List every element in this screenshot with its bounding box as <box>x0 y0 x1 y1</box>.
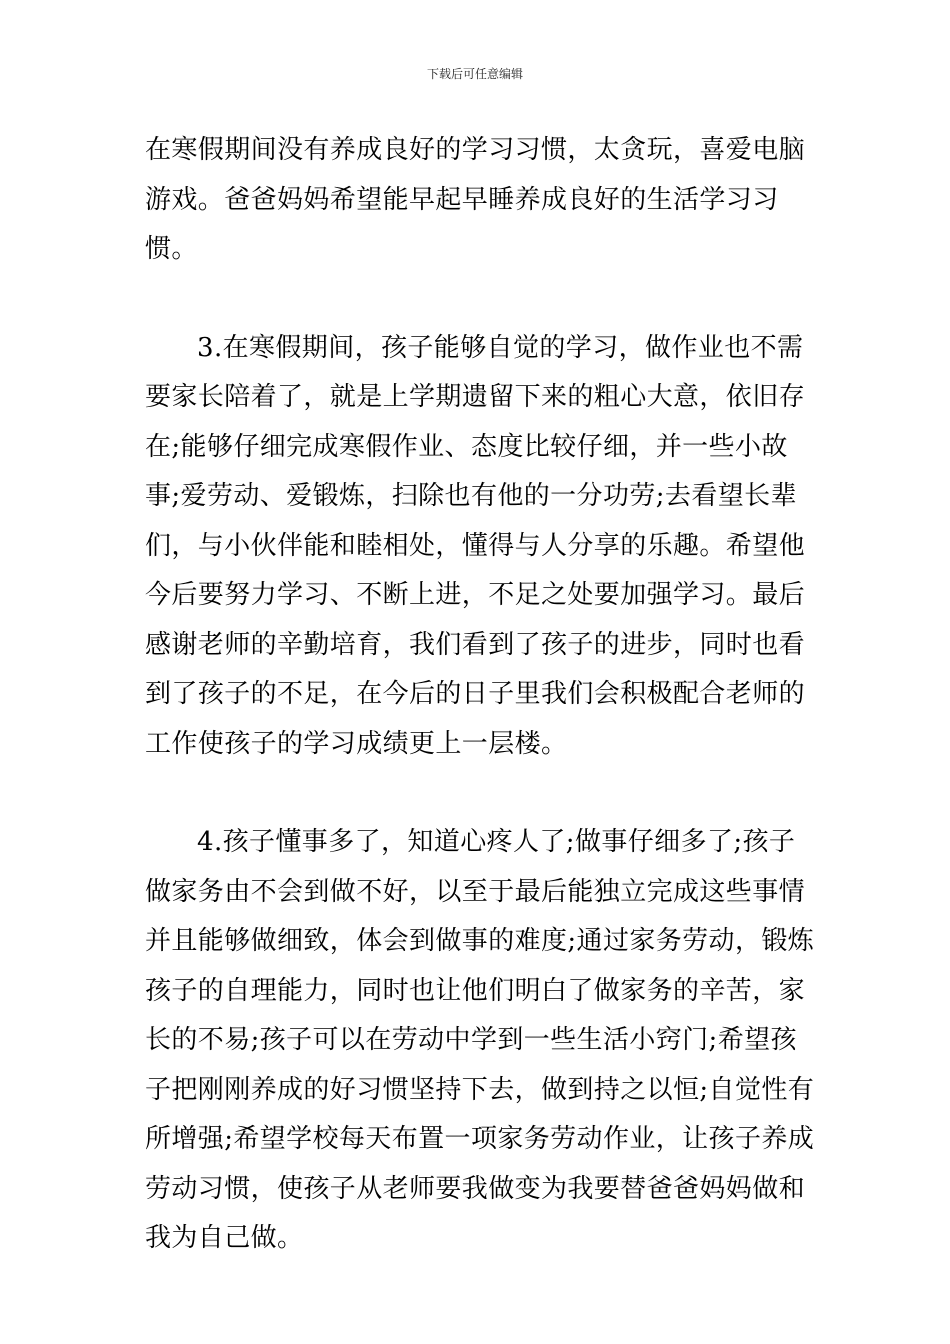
header-note: 下载后可任意编辑 <box>426 67 523 81</box>
paragraph-gap <box>145 769 815 818</box>
paragraph-1: 在寒假期间没有养成良好的学习习惯，太贪玩，喜爱电脑游戏。爸爸妈妈希望能早起早睡养成良好的生活学习习惯。 <box>145 135 806 264</box>
paragraph-3: 4.孩子懂事多了，知道心疼人了;做事仔细多了;孩子做家务由不会到做不好，以至于最后能独立完成这些事情并且能够做细致，体会到做事的难度;通过家务劳动，锻炼孩子的自理能力，同时也让他们明白了做家务的辛苦，家长的不易;孩子可以在劳动中学到一些生活小窍门;希望孩子把刚刚养成的好习惯坚持下去，做到持之以恒;自觉性有所增强;希望学校每天布置一项家务劳动作业，让孩子养成劳动习惯，使孩子从老师要我做变为我要替爸爸妈妈做和我为自己做。 <box>145 827 815 1253</box>
paragraph-gap <box>145 275 815 324</box>
document-body <box>145 126 815 1264</box>
paragraph-2: 3.在寒假期间，孩子能够自觉的学习，做作业也不需要家长陪着了，就是上学期遗留下来的粗心大意，依旧存在;能够仔细完成寒假作业、态度比较仔细，并一些小故事;爱劳动、爱锻炼，扫除也有他的一分功劳;去看望长辈们，与小伙伴能和睦相处，懂得与人分享的乐趣。希望他今后要努力学习、不断上进，不足之处要加强学习。最后感谢老师的辛勤培育，我们看到了孩子的进步，同时也看到了孩子的不足，在今后的日子里我们会积极配合老师的工作使孩子的学习成绩更上一层楼。 <box>145 332 806 759</box>
